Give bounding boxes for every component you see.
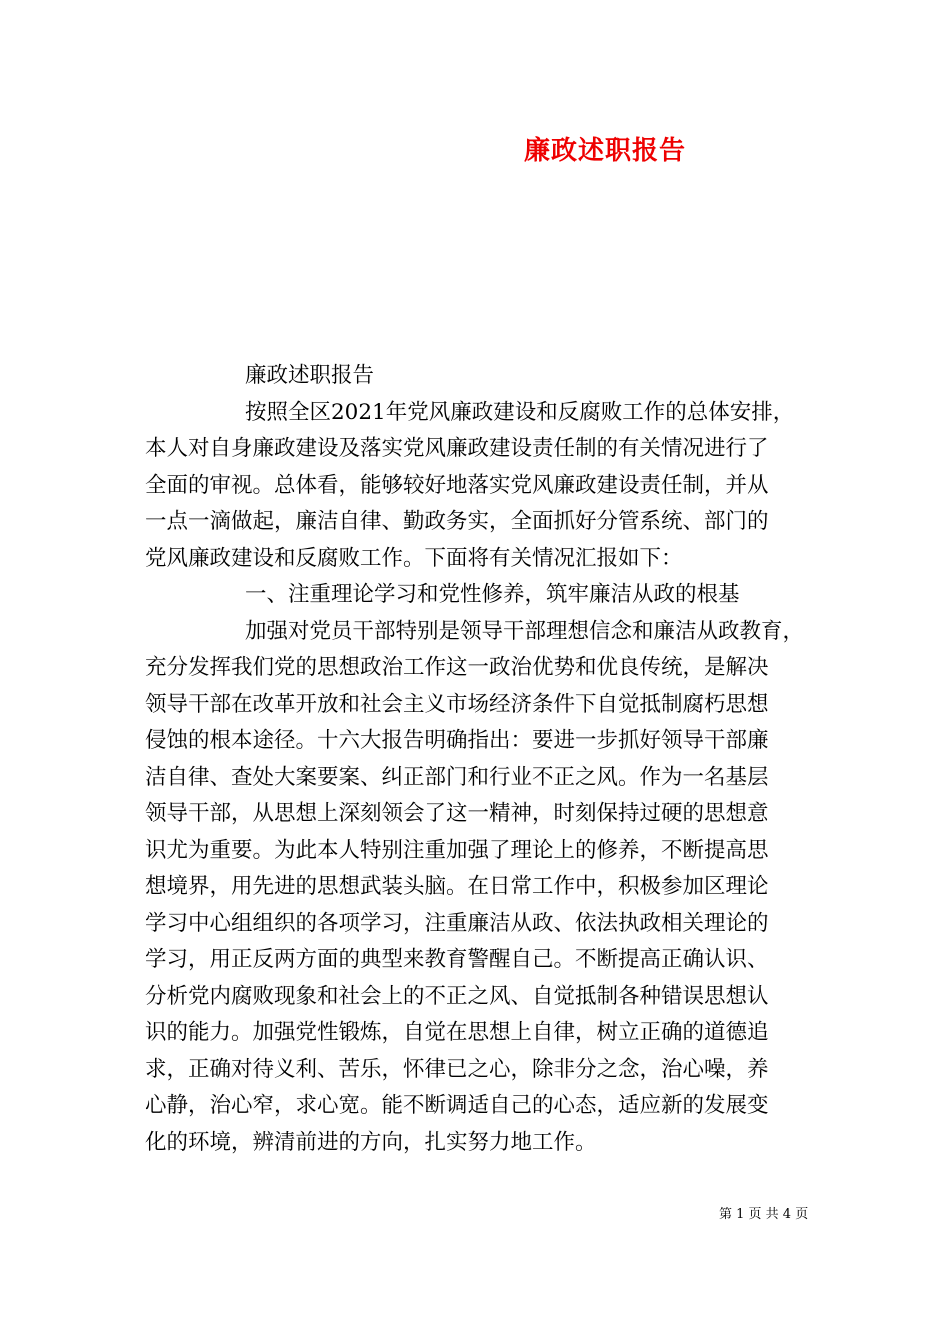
- text-line: 一点一滴做起，廉洁自律、勤政务实，全面抓好分管系统、部门的: [145, 509, 769, 534]
- text-line: 化的环境，辨清前进的方向，扎实努力地工作。: [145, 1129, 597, 1155]
- text-line: 领导干部，从思想上深刻领会了这一精神，时刻保持过硬的思想意: [145, 801, 769, 826]
- text-line: 廉政述职报告: [245, 363, 375, 388]
- text-line: 充分发挥我们党的思想政治工作这一政治优势和优良传统，是解决: [145, 655, 769, 680]
- text-line: 党风廉政建设和反腐败工作。下面将有关情况汇报如下：: [145, 545, 683, 571]
- text-line: 分析党内腐败现象和社会上的不正之风、自觉抵制各种错误思想认: [145, 983, 769, 1009]
- text-line: 识尤为重要。为此本人特别注重加强了理论上的修养，不断提高思: [145, 837, 769, 863]
- text-line: 学习，用正反两方面的典型来教育警醒自己。不断提高正确认识、: [145, 947, 769, 972]
- text-line: 侵蚀的根本途径。十六大报告明确指出：要进一步抓好领导干部廉: [145, 728, 769, 753]
- body-text: [145, 358, 813, 1161]
- text-line: 本人对自身廉政建设及落实党风廉政建设责任制的有关情况进行了: [145, 436, 769, 461]
- text-line: 学习中心组组织的各项学习，注重廉洁从政、依法执政相关理论的: [145, 910, 769, 936]
- text-line: 全面的审视。总体看，能够较好地落实党风廉政建设责任制，并从: [145, 472, 769, 498]
- text-line: 求，正确对待义利、苦乐，怀律已之心，除非分之念，治心噪，养: [145, 1056, 769, 1082]
- text-line: 洁自律、查处大案要案、纠正部门和行业不正之风。作为一名基层: [145, 764, 769, 790]
- page-title: 廉政述职报告: [524, 136, 687, 166]
- text-line: 识的能力。加强党性锻炼，自觉在思想上自律，树立正确的道德追: [145, 1020, 769, 1045]
- text-line: 想境界，用先进的思想武装头脑。在日常工作中，积极参加区理论: [145, 874, 769, 899]
- text-line: 领导干部在改革开放和社会主义市场经济条件下自觉抵制腐朽思想: [145, 691, 769, 717]
- page-footer: 第 1 页 共 4 页: [719, 1207, 809, 1222]
- text-line: 按照全区2021年党风廉政建设和反腐败工作的总体安排，: [245, 399, 795, 425]
- text-line: 加强对党员干部特别是领导干部理想信念和廉洁从政教育，: [245, 618, 805, 644]
- text-line: 一、注重理论学习和党性修养，筑牢廉洁从政的根基: [245, 582, 740, 607]
- text-line: 心静，治心窄，求心宽。能不断调适自己的心态，适应新的发展变: [145, 1093, 769, 1118]
